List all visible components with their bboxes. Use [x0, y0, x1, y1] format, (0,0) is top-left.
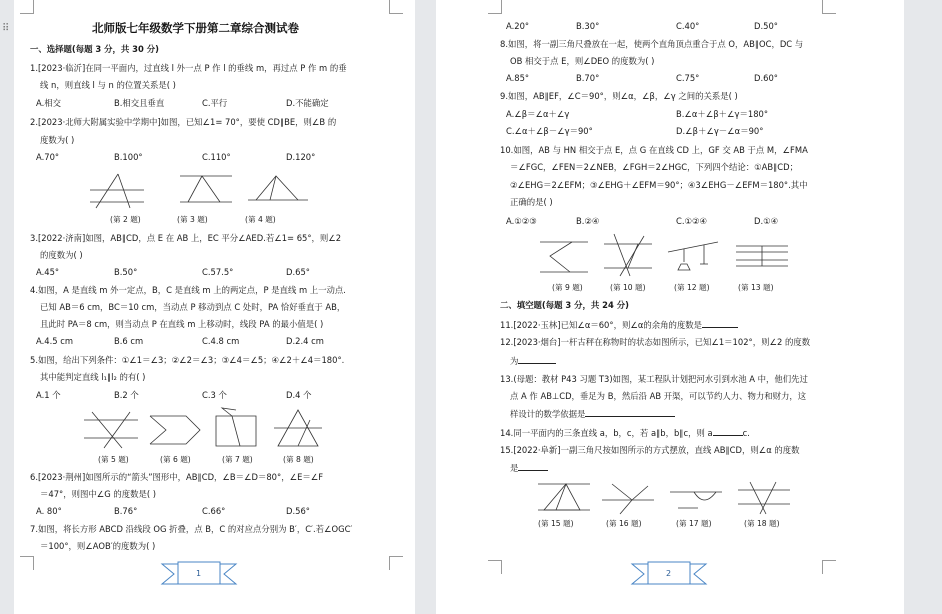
q6-option: D.56°: [286, 506, 310, 516]
q5-option: C.3 个: [202, 390, 227, 400]
document-page-1: [14, 0, 415, 614]
corner-mark: [20, 0, 34, 14]
q5-option: A.1 个: [36, 390, 61, 400]
q5-line: 5.如图，给出下列条件：①∠1＝∠3；②∠2＝∠3；③∠4＝∠5；④∠2＋∠4＝180°.: [30, 355, 345, 365]
q15-text: 是: [510, 463, 519, 473]
figure-caption: (第 9 题): [552, 283, 583, 292]
q4-option: A.4.5 cm: [36, 336, 73, 346]
q15-line: [510, 462, 548, 474]
q7-option: C.40°: [676, 21, 700, 31]
q13-text: 样设计的数学依据是: [510, 409, 586, 419]
q7-option: A.20°: [506, 21, 530, 31]
q12-line: [510, 355, 556, 367]
q2-line: 度数为( ): [40, 135, 75, 145]
q7-option: B.30°: [576, 21, 600, 31]
figure-q6: [146, 408, 204, 450]
q1-option: C.平行: [202, 98, 228, 108]
q14-text: 14.同一平面内的三条直线 a，b，c，若 a∥b，b∥c，则 a: [500, 428, 713, 438]
figure-caption: (第 13 题): [738, 283, 774, 292]
q5-line: 其中能判定直线 l₁∥l₂ 的有( ): [40, 372, 146, 382]
corner-mark: [822, 0, 836, 14]
corner-mark: [488, 560, 502, 574]
q10-line: ＝∠FGC，∠FEN＝2∠NEB，∠FGH＝2∠HGC，下列四个结论：①AB∥CD；: [510, 162, 798, 172]
q10-line: 正确的是( ): [510, 197, 553, 207]
figure-q2: [82, 168, 152, 210]
figure-caption: (第 7 题): [222, 455, 253, 464]
corner-mark: [20, 556, 34, 570]
q7-option: D.50°: [754, 21, 778, 31]
q7-line: ＝100°，则∠AOB′的度数为( ): [40, 541, 156, 551]
answer-blank[interactable]: [518, 355, 556, 364]
q8-option: C.75°: [676, 73, 700, 83]
corner-mark: [822, 560, 836, 574]
q1-line: 线 n，则直线 l 与 n 的位置关系是( ): [40, 80, 176, 90]
q2-option: C.110°: [202, 152, 231, 162]
q10-line: ②∠EHG＝2∠EFM；③∠EHG＋∠EFM＝90°；④3∠EHG－∠EFM＝180°.其中: [510, 180, 808, 190]
q4-option: C.4.8 cm: [202, 336, 240, 346]
corner-mark: [389, 0, 403, 14]
q6-option: A. 80°: [36, 506, 62, 516]
figure-q12: [664, 234, 720, 278]
figure-q3: [176, 166, 236, 210]
section-heading-fill: 二、填空题(每题 3 分，共 24 分): [500, 300, 629, 310]
q6-line: ＝47°，则图中∠G 的度数是( ): [40, 489, 157, 499]
q6-option: C.66°: [202, 506, 226, 516]
figure-q15: [536, 478, 592, 516]
answer-blank[interactable]: [713, 427, 743, 436]
figure-caption: (第 4 题): [245, 215, 276, 224]
figure-q9: [536, 234, 592, 278]
answer-blank[interactable]: [518, 462, 548, 471]
q3-option: A.45°: [36, 267, 60, 277]
page-number: 1: [196, 569, 202, 578]
q3-option: C.57.5°: [202, 267, 234, 277]
q10-option: D.①④: [754, 216, 779, 226]
q2-option: B.100°: [114, 152, 143, 162]
section-heading-choice: 一、选择题(每题 3 分，共 30 分): [30, 44, 159, 54]
q9-option: B.∠α＋∠β＋∠γ＝180°: [676, 109, 769, 119]
answer-blank[interactable]: [702, 319, 738, 328]
figure-q4: [246, 168, 310, 210]
q13-line: 点 A 作 AB⊥CD，垂足为 B，然后沿 AB 开渠，可以节约人力、物力和财力，这: [510, 391, 807, 401]
q10-option: C.①②④: [676, 216, 708, 226]
q12-line: 12.[2023·烟台]一杆古秤在称物时的状态如图所示，已知∠1＝102°，则∠2 的度数: [500, 337, 811, 347]
q8-option: B.70°: [576, 73, 600, 83]
figure-caption: (第 3 题): [177, 215, 208, 224]
figure-q5: [82, 408, 140, 450]
q12-text: 为: [510, 356, 519, 366]
figure-caption: (第 8 题): [283, 455, 314, 464]
q2-line: 2.[2023·北师大附属实验中学期中]如图，已知∠1= 70°，要使 CD∥BE，则∠B 的: [30, 117, 337, 127]
q8-option: D.60°: [754, 73, 778, 83]
q13-line: 13.(母题：教材 P43 习题 T3)如图，某工程队计划把河水引到水池 A 中，他们先过: [500, 374, 808, 384]
q6-option: B.76°: [114, 506, 138, 516]
q1-option: A.相交: [36, 98, 61, 108]
figure-caption: (第 6 题): [160, 455, 191, 464]
q10-line: 10.如图，AB 与 HN 相交于点 E，点 G 在直线 CD 上，GF 交 AB 于点 M，∠FMA: [500, 145, 808, 155]
q4-line: 已知 AB＝6 cm，BC＝10 cm，当动点 P 移动到点 C 处时，PA 恰好垂直于 AB，: [40, 302, 346, 312]
q6-line: 6.[2023·荆州]如图所示的“箭头”图形中，AB∥CD，∠B＝∠D＝80°，∠E＝∠F: [30, 472, 324, 482]
q1-option: D.不能确定: [286, 98, 329, 108]
figure-q7: [210, 406, 264, 452]
q2-option: A.70°: [36, 152, 60, 162]
corner-mark: [488, 0, 502, 14]
q9-option: C.∠α＋∠β－∠γ＝90°: [506, 126, 593, 136]
q1-option: B.相交且垂直: [114, 98, 165, 108]
q11-text: 11.[2022·玉林]已知∠α＝60°，则∠α的余角的度数是: [500, 320, 702, 330]
q8-line: 8.如图，将一副三角尺叠放在一起，使两个直角顶点重合于点 O，AB∥OC，DC 与: [500, 39, 804, 49]
figure-caption: (第 17 题): [676, 519, 712, 528]
figure-caption: (第 16 题): [606, 519, 642, 528]
q9-line: 9.如图，AB∥EF，∠C＝90°，则∠α，∠β，∠γ 之间的关系是( ): [500, 91, 738, 101]
figure-caption: (第 10 题): [610, 283, 646, 292]
q9-option: A.∠β＝∠α＋∠γ: [506, 109, 570, 119]
q4-option: D.2.4 cm: [286, 336, 324, 346]
figure-caption: (第 2 题): [110, 215, 141, 224]
q10-option: B.②④: [576, 216, 600, 226]
q5-option: B.2 个: [114, 390, 139, 400]
q14-text-end: c.: [742, 428, 750, 438]
drag-handle-icon[interactable]: ⠿: [2, 23, 11, 34]
figure-caption: (第 12 题): [674, 283, 710, 292]
q4-line: 4.如图，A 是直线 m 外一定点，B，C 是直线 m 上的两定点，P 是直线 m 上一动点.: [30, 285, 346, 295]
q4-line: 且此时 PA＝8 cm，则当动点 P 在直线 m 上移动时，线段 PA 的最小值是( ): [40, 319, 324, 329]
q15-line: 15.[2022·阜新]一副三角尺按如图所示的方式摆放，直线 AB∥CD，则∠α 的度数: [500, 445, 800, 455]
figure-q18: [736, 480, 792, 516]
q14-line: [500, 427, 750, 439]
figure-q17: [668, 480, 724, 516]
figure-q8: [270, 406, 326, 452]
q7-line: 7.如图，将长方形 ABCD 沿线段 OG 折叠，点 B，C 的对应点分别为 B′，C′.若∠OGC′: [30, 524, 353, 534]
page-title: 北师版七年级数学下册第二章综合测试卷: [92, 21, 299, 35]
q3-option: D.65°: [286, 267, 310, 277]
document-page-2: [436, 0, 904, 614]
figure-caption: (第 5 题): [98, 455, 129, 464]
q4-option: B.6 cm: [114, 336, 144, 346]
q5-option: D.4 个: [286, 390, 312, 400]
figure-q10: [600, 232, 656, 278]
figure-q13: [732, 240, 792, 276]
figure-q16: [600, 480, 656, 516]
q3-line: 3.[2022·济南]如图，AB∥CD，点 E 在 AB 上，EC 平分∠AED.若∠1= 65°，则∠2: [30, 233, 342, 243]
q3-line: 的度数为( ): [40, 250, 83, 260]
q2-option: D.120°: [286, 152, 316, 162]
figure-caption: (第 18 题): [744, 519, 780, 528]
answer-blank[interactable]: [585, 408, 675, 417]
figure-caption: (第 15 题): [538, 519, 574, 528]
q8-line: OB 相交于点 E，则∠DEO 的度数为( ): [510, 56, 655, 66]
q1-line: 1.[2023·临沂]在同一平面内，过直线 l 外一点 P 作 l 的垂线 m，再过点 P 作 m 的垂: [30, 63, 347, 73]
q11-line: [500, 319, 738, 331]
q8-option: A.85°: [506, 73, 530, 83]
corner-mark: [389, 556, 403, 570]
q13-line: [510, 408, 675, 420]
q9-option: D.∠β＋∠γ－∠α＝90°: [676, 126, 764, 136]
q3-option: B.50°: [114, 267, 138, 277]
page-number: 2: [666, 569, 672, 578]
q10-option: A.①②③: [506, 216, 537, 226]
